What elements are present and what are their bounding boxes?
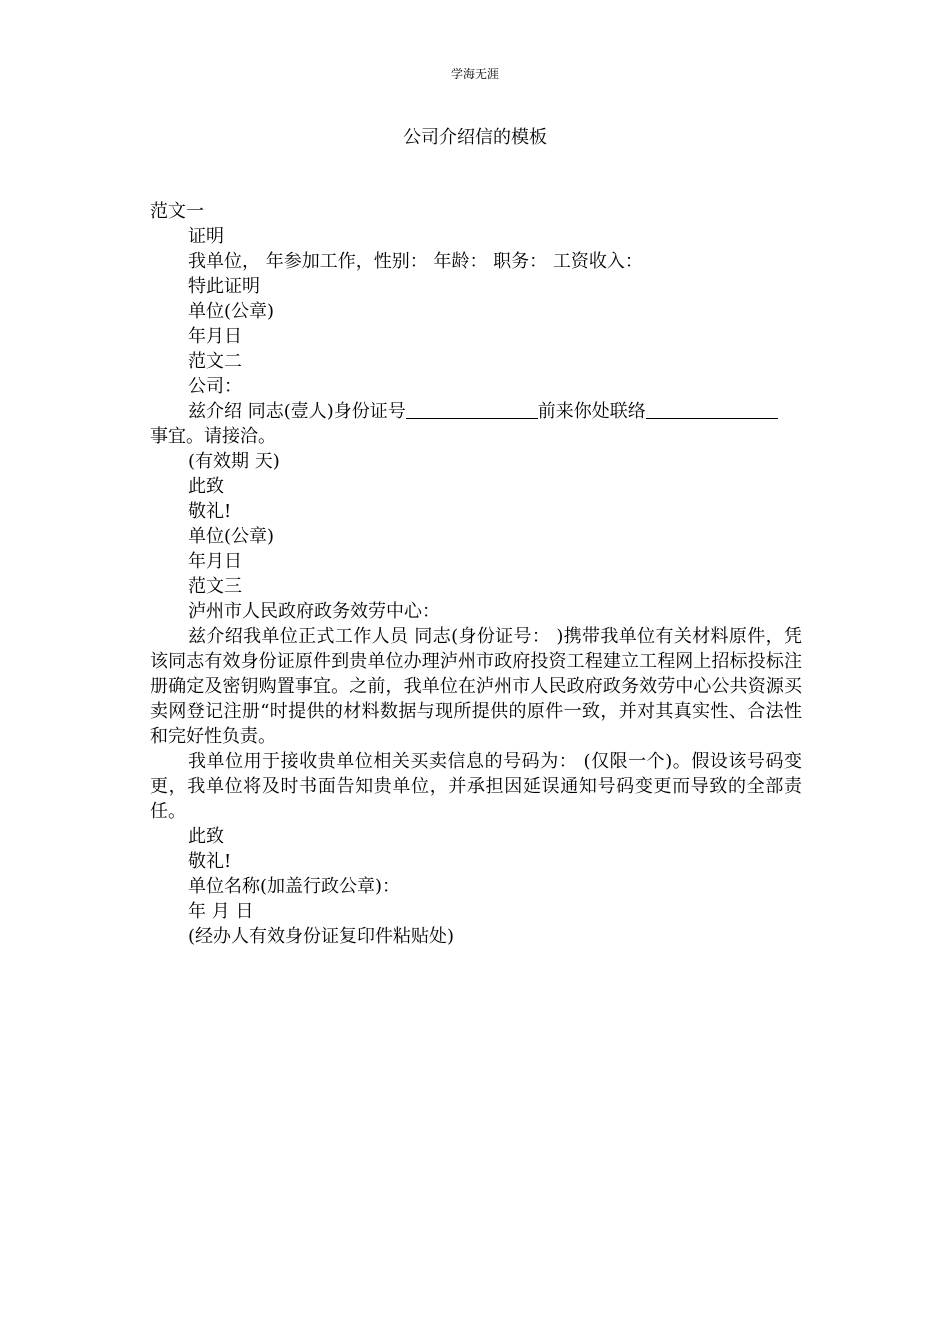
id-number-blank bbox=[406, 400, 538, 419]
sample2-salute2: 敬礼! bbox=[188, 501, 232, 522]
sample1-label: 范文一 bbox=[150, 201, 204, 222]
sample2-validity: (有效期 天) bbox=[188, 451, 280, 472]
document-title: 公司介绍信的模板 bbox=[403, 127, 547, 148]
sample3-note: (经办人有效身份证复印件粘贴处) bbox=[188, 926, 455, 947]
sample3-para2: 我单位用于接收贵单位相关买卖信息的号码为： (仅限一个)。假设该号码变更，我单位将及时书面告知贵单位，并承担因延误通知号码变更而导致的全部责任。 bbox=[150, 751, 802, 822]
sample1-closing: 特此证明 bbox=[188, 276, 260, 297]
sample3-unit: 单位名称(加盖行政公章)： bbox=[188, 876, 401, 897]
sample2-unit: 单位(公章) bbox=[188, 526, 275, 547]
sample3-salute2: 敬礼! bbox=[188, 851, 232, 872]
sample3-salute1: 此致 bbox=[188, 826, 224, 847]
sample2-body-b: 前来你处联络 bbox=[537, 401, 646, 422]
sample1-body: 我单位， 年参加工作，性别： 年龄： 职务： 工资收入： bbox=[188, 251, 643, 272]
sample3-date: 年 月 日 bbox=[188, 901, 254, 922]
sample3-para1: 兹介绍我单位正式工作人员 同志(身份证号： )携带我单位有关材料原件，凭该同志有效身份证原件到贵单位办理泸州市政府投资工程建立工程网上招标投标注册确定及密钥购置事宜。之前，我单位在泸州市人民政府政务效劳中心公共资源买卖网登记注册“时提供的材料数据与现所提供的原件一致，并对其真实性、合法性和完好性负责。 bbox=[150, 626, 802, 747]
document-body bbox=[150, 199, 802, 949]
sample3-recipient: 泸州市人民政府政务效劳中心： bbox=[188, 601, 440, 622]
sample1-heading: 证明 bbox=[188, 226, 224, 247]
sample3-label: 范文三 bbox=[188, 576, 242, 597]
sample2-body-a: 兹介绍 同志(壹人)身份证号 bbox=[188, 401, 406, 422]
sample2-label: 范文二 bbox=[188, 351, 242, 372]
sample2-body-line bbox=[150, 399, 802, 424]
sample2-salute1: 此致 bbox=[188, 476, 224, 497]
matter-blank bbox=[646, 400, 778, 419]
sample2-recipient: 公司： bbox=[188, 376, 242, 397]
sample2-date: 年月日 bbox=[188, 551, 242, 572]
sample1-date: 年月日 bbox=[188, 326, 242, 347]
page-header: 学海无涯 bbox=[450, 67, 499, 81]
sample2-body-c: 事宜。请接洽。 bbox=[150, 426, 276, 447]
sample1-unit: 单位(公章) bbox=[188, 301, 275, 322]
